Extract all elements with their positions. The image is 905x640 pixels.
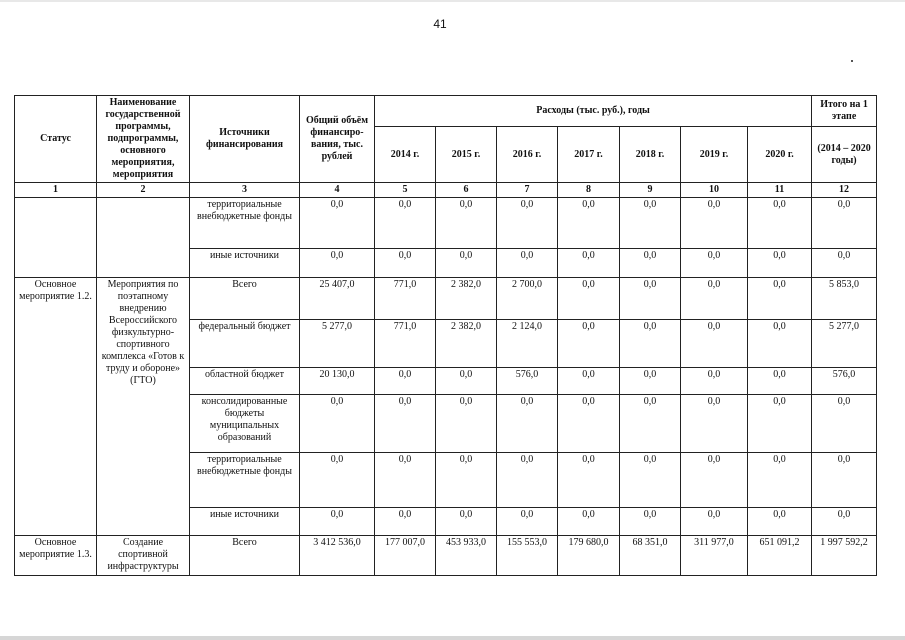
status-cell-empty [15,198,97,278]
value-cell: 0,0 [558,249,620,278]
scan-speck [851,60,853,62]
table-row [15,278,877,320]
value-cell: 0,0 [436,508,497,536]
value-cell: 0,0 [620,368,681,395]
value-cell: 0,0 [558,198,620,249]
value-cell: 0,0 [620,320,681,368]
value-cell: 0,0 [497,508,558,536]
value-cell: 0,0 [812,198,877,249]
value-cell: 311 977,0 [681,536,748,576]
header-year: 2014 г. [375,127,436,183]
value-cell: 3 412 536,0 [300,536,375,576]
value-cell: 453 933,0 [436,536,497,576]
value-cell: 0,0 [748,508,812,536]
source-cell: территориальные внебюджетные фонды [190,453,300,508]
header-year: 2019 г. [681,127,748,183]
value-cell: 0,0 [300,198,375,249]
value-cell: 0,0 [436,368,497,395]
event-name-cell: Мероприятия по поэтапному внедрению Всероссийского физкультурно-спортивного комплекса «Готов к труду и обороне» (ГТО) [97,278,190,536]
value-cell: 0,0 [558,368,620,395]
value-cell: 0,0 [375,508,436,536]
value-cell: 0,0 [748,320,812,368]
value-cell: 25 407,0 [300,278,375,320]
value-cell: 771,0 [375,278,436,320]
value-cell: 0,0 [620,508,681,536]
value-cell: 576,0 [497,368,558,395]
header-year: 2020 г. [748,127,812,183]
column-number: 5 [375,183,436,198]
value-cell: 2 382,0 [436,278,497,320]
value-cell: 177 007,0 [375,536,436,576]
value-cell: 0,0 [681,508,748,536]
column-number: 8 [558,183,620,198]
value-cell: 0,0 [558,278,620,320]
value-cell: 0,0 [812,453,877,508]
value-cell: 179 680,0 [558,536,620,576]
source-cell: иные источники [190,508,300,536]
column-number: 9 [620,183,681,198]
value-cell: 0,0 [375,368,436,395]
value-cell: 0,0 [300,453,375,508]
value-cell: 0,0 [436,395,497,453]
value-cell: 0,0 [620,198,681,249]
source-cell: Всего [190,536,300,576]
financing-table [14,95,877,576]
value-cell: 0,0 [375,249,436,278]
value-cell: 0,0 [681,198,748,249]
value-cell: 68 351,0 [620,536,681,576]
value-cell: 0,0 [620,395,681,453]
scan-edge-top [0,0,905,2]
value-cell: 0,0 [748,368,812,395]
value-cell: 1 997 592,2 [812,536,877,576]
header-year: 2015 г. [436,127,497,183]
header-name: Наименование государственной программы, подпрограммы, основного мероприятия, мероприятия [97,96,190,183]
value-cell: 0,0 [497,395,558,453]
column-number: 11 [748,183,812,198]
header-status: Статус [15,96,97,183]
value-cell: 0,0 [748,395,812,453]
value-cell: 0,0 [558,508,620,536]
value-cell: 155 553,0 [497,536,558,576]
column-number: 10 [681,183,748,198]
value-cell: 0,0 [681,249,748,278]
value-cell: 771,0 [375,320,436,368]
table-row [15,536,877,576]
value-cell: 0,0 [681,395,748,453]
value-cell: 5 853,0 [812,278,877,320]
value-cell: 0,0 [558,453,620,508]
column-number: 7 [497,183,558,198]
column-number: 12 [812,183,877,198]
source-cell: областной бюджет [190,368,300,395]
value-cell: 0,0 [620,249,681,278]
value-cell: 651 091,2 [748,536,812,576]
source-cell: территориальные внебюджетные фонды [190,198,300,249]
value-cell: 2 382,0 [436,320,497,368]
value-cell: 0,0 [812,508,877,536]
value-cell: 576,0 [812,368,877,395]
value-cell: 0,0 [375,395,436,453]
status-cell: Основное мероприятие 1.2. [15,278,97,536]
header-stage-period: (2014 – 2020 годы) [812,127,877,183]
header-sources: Источники финансирования [190,96,300,183]
value-cell: 0,0 [681,320,748,368]
value-cell: 0,0 [681,453,748,508]
value-cell: 0,0 [375,198,436,249]
header-year: 2018 г. [620,127,681,183]
value-cell: 0,0 [497,249,558,278]
value-cell: 0,0 [620,278,681,320]
value-cell: 0,0 [497,198,558,249]
value-cell: 0,0 [812,249,877,278]
header-total: Общий объём финансиро-вания, тыс. рублей [300,96,375,183]
value-cell: 0,0 [436,453,497,508]
value-cell: 0,0 [748,249,812,278]
value-cell: 5 277,0 [812,320,877,368]
column-number: 3 [190,183,300,198]
value-cell: 0,0 [748,278,812,320]
status-cell: Основное мероприятие 1.3. [15,536,97,576]
column-numbers-row [15,183,877,198]
column-number: 2 [97,183,190,198]
header-expenses: Расходы (тыс. руб.), годы [375,96,812,127]
value-cell: 0,0 [558,320,620,368]
value-cell: 0,0 [436,198,497,249]
value-cell: 0,0 [620,453,681,508]
event-name-cell: Создание спортивной инфраструктуры [97,536,190,576]
value-cell: 0,0 [300,395,375,453]
value-cell: 0,0 [812,395,877,453]
value-cell: 0,0 [681,278,748,320]
source-cell: федеральный бюджет [190,320,300,368]
table-row [15,198,877,249]
column-number: 4 [300,183,375,198]
source-cell: Всего [190,278,300,320]
value-cell: 5 277,0 [300,320,375,368]
value-cell: 0,0 [497,453,558,508]
source-cell: иные источники [190,249,300,278]
value-cell: 0,0 [748,453,812,508]
column-number: 6 [436,183,497,198]
value-cell: 0,0 [300,249,375,278]
value-cell: 0,0 [748,198,812,249]
scan-edge-bottom [0,636,905,640]
column-number: 1 [15,183,97,198]
source-cell: консолидированные бюджеты муниципальных образований [190,395,300,453]
header-year: 2017 г. [558,127,620,183]
page-number: 41 [433,17,447,31]
value-cell: 20 130,0 [300,368,375,395]
value-cell: 2 124,0 [497,320,558,368]
name-cell-empty [97,198,190,278]
value-cell: 0,0 [436,249,497,278]
header-stage-total: Итого на 1 этапе [812,96,877,127]
value-cell: 2 700,0 [497,278,558,320]
value-cell: 0,0 [681,368,748,395]
value-cell: 0,0 [558,395,620,453]
header-year: 2016 г. [497,127,558,183]
value-cell: 0,0 [375,453,436,508]
value-cell: 0,0 [300,508,375,536]
